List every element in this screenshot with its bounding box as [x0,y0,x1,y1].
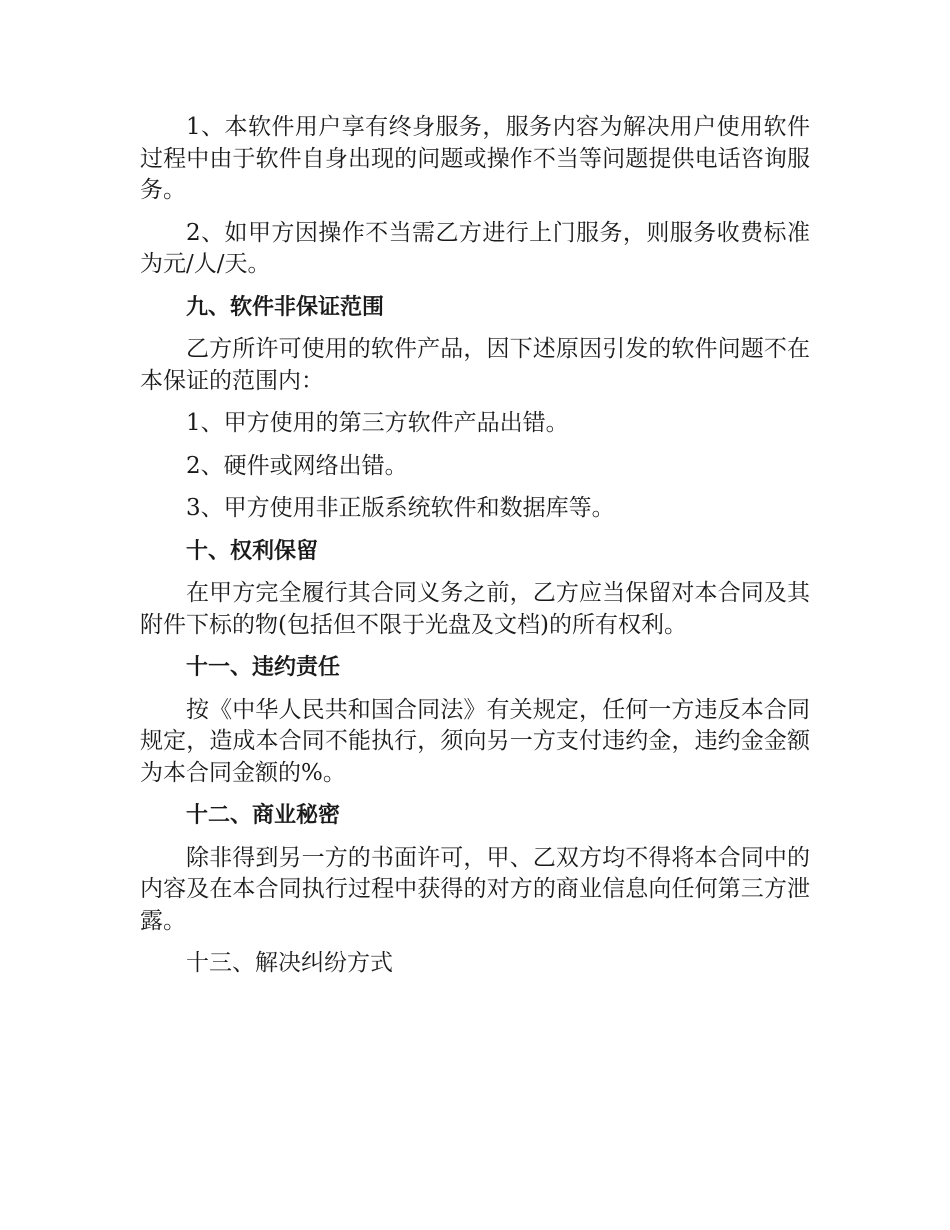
document-page [140,112,810,991]
paragraph-pirated-software: 3、甲方使用非正版系统软件和数据库等。 [186,495,615,521]
paragraph-non-warranty-intro: 乙方所许可使用的软件产品，因下述原因引发的软件问题不在本保证的范围内： [140,336,810,394]
paragraph-third-party-error: 1、甲方使用的第三方软件产品出错。 [186,410,569,436]
section-heading-11: 十一、违约责任 [186,655,341,680]
paragraph-onsite-fee: 2、如甲方因操作不当需乙方进行上门服务，则服务收费标准为元/人/天。 [140,219,810,277]
section-heading-12: 十二、商业秘密 [186,803,341,828]
paragraph-hardware-error: 2、硬件或网络出错。 [186,452,408,479]
paragraph-trade-secret: 除非得到另一方的书面许可，甲、乙双方均不得将本合同中的内容及在本合同执行过程中获得的对方的商业信息向任何第三方泄露。 [140,844,810,934]
paragraph-service-lifetime: 1、本软件用户享有终身服务，服务内容为解决用户使用软件过程中由于软件自身出现的问题或操作不当等问题提供电话咨询服务。 [140,114,810,203]
paragraph-rights-reserved: 在甲方完全履行其合同义务之前，乙方应当保留对本合同及其附件下标的物(包括但不限于光盘及文档)的所有权利。 [140,580,810,638]
section-heading-9: 九、软件非保证范围 [186,294,385,320]
section-heading-13: 十三、解决纠纷方式 [186,950,393,976]
section-heading-10: 十、权利保留 [186,538,319,564]
paragraph-breach-liability: 按《中华人民共和国合同法》有关规定，任何一方违反本合同规定，造成本合同不能执行，须向另一方支付违约金，违约金金额为本合同金额的%。 [140,696,810,786]
